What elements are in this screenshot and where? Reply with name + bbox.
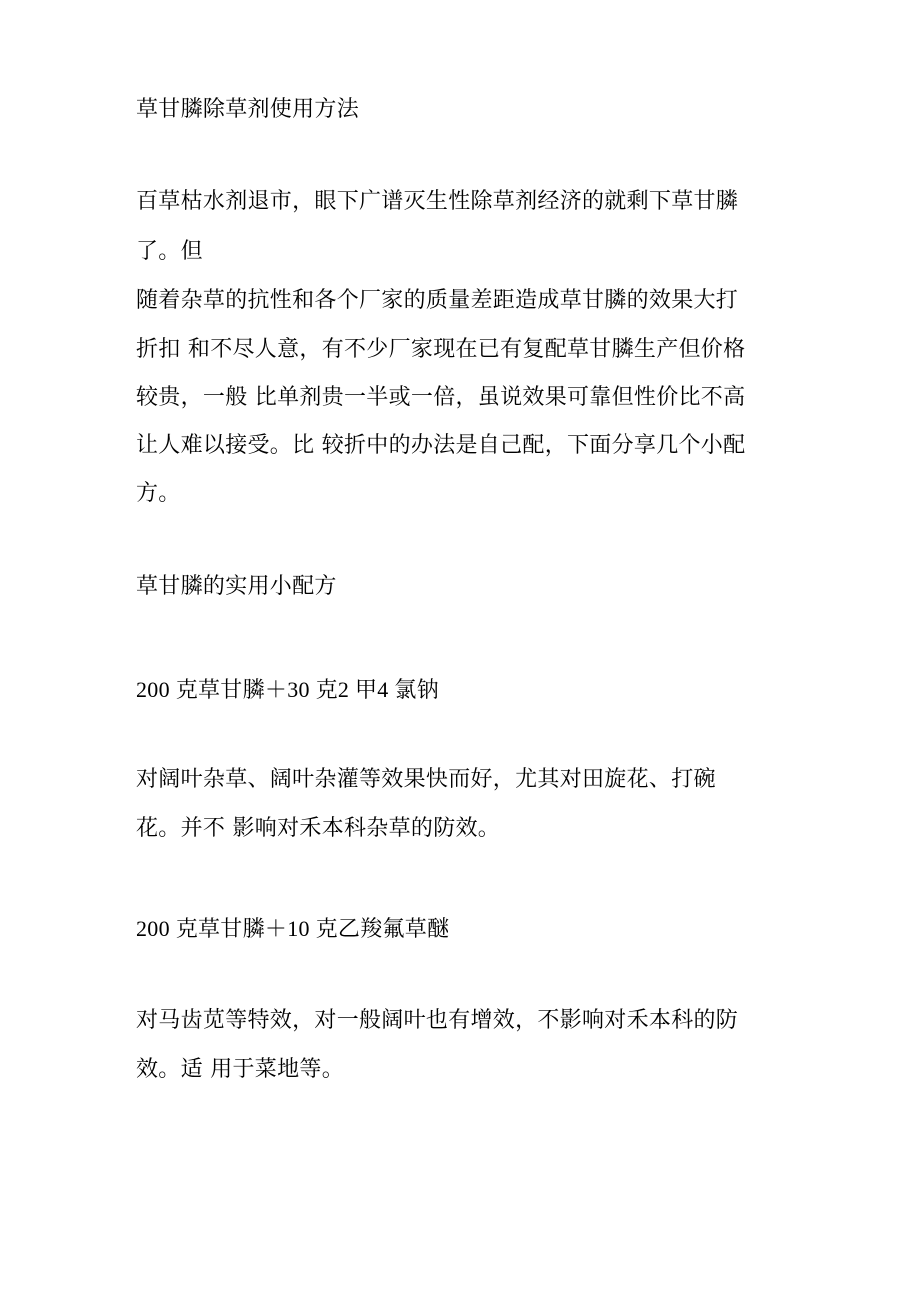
intro-line: 方。 — [136, 481, 181, 506]
intro-line: 百草枯水剂退市，眼下广谱灭生性除草剂经济的就剩下草甘膦 — [136, 189, 739, 214]
intro-line: 了。但 — [136, 239, 203, 264]
intro-line: 随着杂草的抗性和各个厂家的质量差距造成草甘膦的效果大打 — [136, 288, 739, 313]
document-title: 草甘膦除草剂使用方法 — [136, 97, 360, 122]
formula-description-line: 对马齿苋等特效，对一般阔叶也有增效，不影响对禾本科的防 — [136, 1008, 739, 1033]
formula-recipe: 200 克草甘膦＋30 克2 甲4 氯钠 — [136, 677, 440, 702]
intro-line: 较贵，一般 比单剂贵一半或一倍，虽说效果可靠但性价比不高 — [136, 385, 746, 410]
formula-description-line: 花。并不 影响对禾本科杂草的防效。 — [136, 816, 501, 841]
intro-line: 折扣 和不尽人意，有不少厂家现在已有复配草甘膦生产但价格 — [136, 337, 746, 362]
formula-description-line: 效。适 用于菜地等。 — [136, 1057, 344, 1082]
section-heading: 草甘膦的实用小配方 — [136, 574, 337, 599]
formula-recipe: 200 克草甘膦＋10 克乙羧氟草醚 — [136, 916, 450, 941]
formula-description-line: 对阔叶杂草、阔叶杂灌等效果快而好，尤其对田旋花、打碗 — [136, 767, 716, 792]
intro-line: 让人难以接受。比 较折中的办法是自己配，下面分享几个小配 — [136, 433, 746, 458]
